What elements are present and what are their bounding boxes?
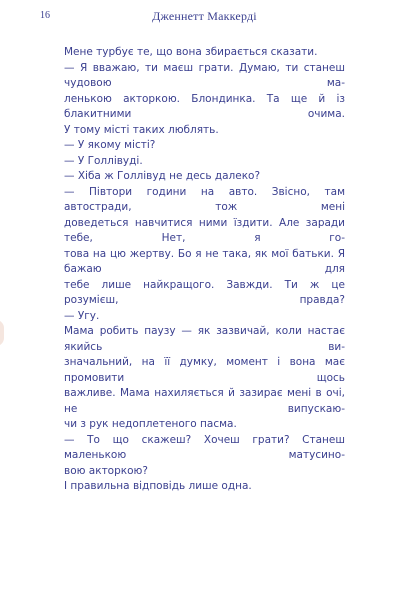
text-line: — У якому місті?	[64, 139, 156, 151]
text-line: У тому місті таких люблять.	[64, 123, 219, 136]
text-line: — То що скажеш? Хочеш грати? Станеш маленькою матусино-	[64, 433, 345, 461]
text-line: доведеться навчитися ними їздити. Але заради тебе, Нет, я го-	[64, 216, 345, 244]
text-line: І правильна відповідь лише одна.	[64, 480, 252, 492]
text-line: това на цю жертву. Бо я не така, як мої батьки. Я бажаю для	[64, 247, 345, 275]
text-line: — Хіба ж Голлівуд не десь далеко?	[64, 170, 261, 182]
text-line: важливе. Мама нахиляється й зазирає мені в очі, не випускаю-	[64, 387, 345, 415]
text-line: Мама робить паузу — як зазвичай, коли настає якийсь ви-	[64, 325, 345, 353]
text-line: — Півтори години на авто. Звісно, там автостради, тож мені	[64, 185, 345, 213]
text-line: тебе лише найкращого. Завжди. Ти ж це розумієш, правда?	[64, 278, 345, 306]
text-line: вою акторкою?	[64, 464, 148, 477]
text-line: значальний, на її думку, момент і вона має промовити щось	[64, 356, 345, 384]
running-title: Дженнетт Маккерді	[152, 9, 257, 23]
text-line: ленькою акторкою. Блондинка. Та ще й із блакитними очима.	[64, 92, 345, 120]
page-number: 16	[40, 10, 50, 21]
running-header	[0, 8, 409, 24]
text-line: чи з рук недоплетеного пасма.	[64, 418, 237, 430]
text-line: — Угу.	[64, 309, 100, 322]
text-line: — У Голлівуді.	[64, 154, 143, 167]
text-line: Мене турбує те, що вона збирається сказати.	[64, 46, 318, 58]
body-text	[64, 45, 345, 495]
text-line: — Я вважаю, ти маєш грати. Думаю, ти станеш чудовою ма-	[64, 61, 345, 89]
page-edge-decoration	[0, 320, 4, 346]
